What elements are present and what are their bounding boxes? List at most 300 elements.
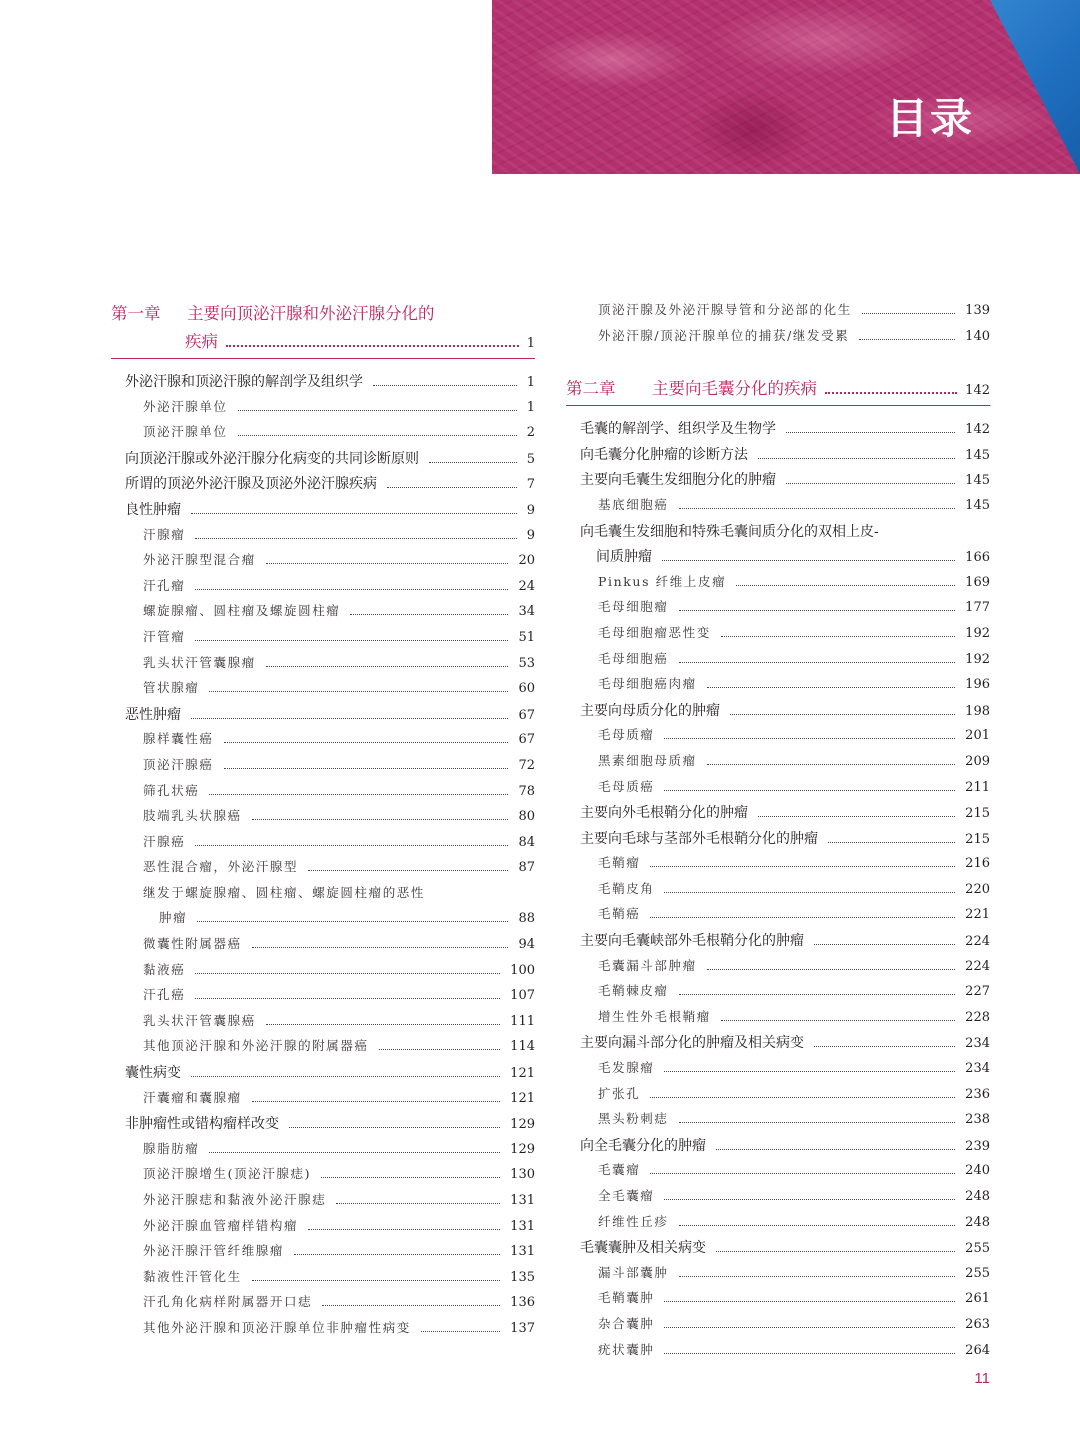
toc-entry-title: 其他顶泌汗腺和外泌汗腺的附属器癌 — [143, 1038, 369, 1054]
leader-dots — [679, 1225, 956, 1226]
toc-entry[interactable] — [111, 1036, 535, 1062]
toc-entry-page: 142 — [965, 422, 990, 438]
leader-dots — [664, 1301, 955, 1302]
toc-entry-page: 130 — [510, 1167, 535, 1183]
toc-entry-title: 向毛囊生发细胞和特殊毛囊间质分化的双相上皮- — [580, 523, 879, 540]
toc-entry[interactable] — [111, 857, 535, 883]
toc-entry[interactable] — [566, 300, 990, 326]
toc-entry[interactable] — [111, 781, 535, 807]
toc-entry[interactable] — [566, 956, 990, 982]
toc-entry[interactable] — [111, 1062, 535, 1088]
toc-entry[interactable] — [566, 1084, 990, 1110]
toc-entry-page: 198 — [965, 703, 990, 719]
toc-entry-title: 主要向毛球与茎部外毛根鞘分化的肿瘤 — [580, 830, 818, 847]
toc-entry-title: 顶泌汗腺癌 — [143, 756, 214, 772]
toc-entry[interactable] — [566, 751, 990, 777]
toc-entry[interactable] — [111, 985, 535, 1011]
toc-entry-title: 汗腺癌 — [143, 833, 186, 849]
toc-entry-title: 乳头状汗管囊腺瘤 — [143, 654, 256, 670]
toc-entry-page: 263 — [965, 1316, 990, 1332]
toc-entry-title: 向毛囊分化肿瘤的诊断方法 — [580, 446, 748, 463]
toc-entry-title: 毛囊的解剖学、组织学及生物学 — [580, 421, 776, 438]
toc-entry[interactable] — [111, 1190, 535, 1216]
leader-dots — [387, 487, 517, 488]
leader-dots — [650, 917, 955, 918]
toc-entry-title: 管状腺瘤 — [143, 680, 200, 696]
toc-entry-title: 汗孔角化病样附属器开口痣 — [143, 1294, 313, 1310]
leader-dots — [786, 432, 955, 433]
leader-dots — [662, 560, 955, 561]
toc-entry-page: 9 — [526, 502, 535, 518]
leader-dots — [308, 870, 508, 871]
toc-entry-title: 黏液癌 — [143, 961, 186, 977]
toc-entry[interactable] — [566, 904, 990, 930]
toc-entry-page: 107 — [510, 988, 535, 1004]
leader-dots — [195, 640, 508, 641]
toc-entry-page: 1 — [526, 375, 535, 390]
leader-dots — [664, 1071, 955, 1072]
toc-entry-title: 间质肿瘤 — [596, 549, 652, 566]
header-banner-image — [492, 0, 1080, 174]
toc-entry-title: 汗管瘤 — [143, 628, 186, 644]
toc-entry[interactable] — [566, 1135, 990, 1161]
leader-dots — [721, 1020, 955, 1021]
toc-entry[interactable] — [111, 1139, 535, 1165]
leader-dots — [289, 1127, 500, 1128]
leader-dots — [336, 1203, 500, 1204]
toc-entry-title: 纤维性丘疹 — [598, 1213, 669, 1229]
page-number: 11 — [974, 1370, 990, 1387]
leader-dots — [266, 1024, 500, 1025]
toc-entry-title: 外泌汗腺痣和黏液外泌汗腺痣 — [143, 1192, 327, 1207]
leader-dots — [707, 969, 955, 970]
toc-entry[interactable] — [111, 960, 535, 986]
leader-dots — [238, 410, 517, 411]
toc-entry-title: 继发于螺旋腺瘤、圆柱瘤、螺旋圆柱瘤的恶性 — [143, 884, 426, 900]
leader-dots — [191, 513, 517, 514]
toc-entry-title: 毛鞘棘皮瘤 — [598, 983, 669, 999]
toc-entry-page: 145 — [965, 473, 990, 489]
toc-entry[interactable] — [566, 623, 990, 649]
leader-dots — [252, 1280, 500, 1281]
toc-entry-page: 94 — [518, 937, 535, 953]
toc-entry-title: 汗囊瘤和囊腺瘤 — [143, 1089, 242, 1105]
toc-entry-title: 毛母质癌 — [598, 778, 655, 794]
toc-entry[interactable] — [566, 521, 990, 547]
toc-entry-title: 外泌汗腺和顶泌汗腺的解剖学及组织学 — [125, 374, 363, 390]
toc-entry-page: 136 — [510, 1295, 535, 1311]
toc-entry-title: 良性肿瘤 — [125, 501, 181, 518]
leader-dots — [859, 339, 955, 340]
toc-entry-title: 漏斗部囊肿 — [598, 1264, 669, 1280]
toc-entry[interactable] — [111, 397, 535, 423]
toc-entry-title: 毛囊囊肿及相关病变 — [580, 1240, 706, 1257]
toc-entry-page: 100 — [510, 962, 535, 978]
toc-entry[interactable] — [566, 469, 990, 495]
toc-entry[interactable] — [566, 1288, 990, 1314]
toc-entry[interactable] — [111, 1292, 535, 1318]
leader-dots — [707, 764, 955, 765]
toc-entry-page: 201 — [965, 728, 990, 744]
toc-entry-list-continued — [566, 300, 990, 351]
leader-dots — [294, 1254, 500, 1255]
toc-entry-title: 毛母细胞癌 — [598, 650, 669, 666]
toc-entry[interactable] — [111, 1088, 535, 1114]
toc-entry[interactable] — [566, 1340, 990, 1366]
leader-dots — [825, 392, 957, 394]
toc-entry-title: 主要向外毛根鞘分化的肿瘤 — [580, 805, 748, 822]
toc-entry-list — [566, 418, 990, 1365]
leader-dots — [650, 1173, 955, 1174]
toc-entry-title: 外泌汗腺/顶泌汗腺单位的捕获/继发受累 — [598, 327, 850, 343]
toc-entry[interactable] — [566, 777, 990, 803]
toc-right-column — [566, 300, 990, 1365]
leader-dots — [266, 563, 509, 564]
toc-entry-page: 238 — [965, 1112, 990, 1128]
leader-dots — [786, 483, 955, 484]
toc-entry-page: 255 — [965, 1265, 990, 1281]
toc-entry-page: 224 — [965, 934, 990, 950]
toc-entry[interactable] — [566, 495, 990, 521]
toc-entry-page: 137 — [510, 1320, 535, 1336]
toc-entry-page: 1 — [526, 399, 535, 415]
leader-dots — [195, 845, 508, 846]
leader-dots — [224, 768, 509, 769]
toc-entry-title: 毛鞘皮角 — [598, 880, 655, 896]
toc-entry-title: 毛发腺瘤 — [598, 1060, 655, 1076]
toc-entry[interactable] — [566, 930, 990, 956]
leader-dots — [814, 944, 955, 945]
toc-entry[interactable] — [566, 444, 990, 470]
toc-entry-page: 7 — [526, 477, 535, 493]
toc-entry-title: 外泌汗腺型混合瘤 — [143, 552, 256, 568]
toc-entry[interactable] — [111, 499, 535, 525]
toc-entry[interactable] — [566, 418, 990, 444]
leader-dots — [721, 636, 955, 637]
toc-entry[interactable] — [566, 1212, 990, 1238]
chapter-1-heading[interactable] — [111, 300, 535, 359]
toc-entry-page: 78 — [518, 783, 535, 799]
leader-dots — [736, 585, 955, 586]
leader-dots — [664, 738, 955, 739]
toc-entry[interactable] — [111, 576, 535, 602]
chapter-page: 142 — [965, 383, 990, 399]
toc-entry-title: 顶泌汗腺及外泌汗腺导管和分泌部的化生 — [598, 302, 852, 317]
toc-entry[interactable] — [111, 601, 535, 627]
leader-dots — [862, 313, 955, 314]
toc-entry[interactable] — [111, 883, 535, 909]
toc-entry-page: 20 — [518, 553, 535, 569]
toc-entry-title: 主要向漏斗部分化的肿瘤及相关病变 — [580, 1035, 804, 1052]
toc-entry-page: 169 — [965, 574, 990, 590]
leader-dots — [716, 1149, 955, 1150]
toc-entry-page: 240 — [965, 1163, 990, 1179]
leader-dots — [321, 1177, 500, 1178]
leader-dots — [650, 866, 955, 867]
toc-entry[interactable] — [111, 550, 535, 576]
toc-entry-title: 其他外泌汗腺和顶泌汗腺单位非肿瘤性病变 — [143, 1319, 411, 1335]
toc-entry[interactable] — [111, 1318, 535, 1344]
toc-entry-page: 192 — [965, 625, 990, 641]
toc-entry-page: 121 — [510, 1066, 535, 1082]
toc-entry-page: 34 — [518, 604, 535, 620]
leader-dots — [195, 973, 500, 974]
toc-entry[interactable] — [111, 448, 535, 474]
toc-entry[interactable] — [566, 674, 990, 700]
leader-dots — [195, 589, 508, 590]
leader-dots — [679, 610, 956, 611]
toc-entry-page: 139 — [965, 303, 990, 318]
leader-dots — [679, 662, 956, 663]
leader-dots — [679, 994, 956, 995]
toc-entry[interactable] — [111, 806, 535, 832]
leader-dots — [195, 538, 516, 539]
chapter-number: 第一章 — [111, 304, 161, 323]
toc-entry-title: 毛母细胞瘤 — [598, 599, 669, 615]
toc-entry-title: 囊性病变 — [125, 1065, 181, 1082]
leader-dots — [308, 1229, 500, 1230]
toc-entry[interactable] — [111, 934, 535, 960]
chapter-page: 1 — [526, 336, 535, 351]
toc-entry-page: 234 — [965, 1036, 990, 1052]
leader-dots — [238, 435, 517, 436]
toc-entry-page: 221 — [965, 907, 990, 923]
toc-entry-page: 114 — [510, 1039, 535, 1055]
toc-entry[interactable] — [111, 473, 535, 499]
toc-entry-title: 恶性混合瘤，外泌汗腺型 — [143, 859, 299, 875]
toc-entry-page: 216 — [965, 856, 990, 872]
leader-dots — [716, 1251, 955, 1252]
leader-dots — [814, 1046, 955, 1047]
toc-entry-page: 129 — [510, 1117, 535, 1133]
toc-entry-title: 微囊性附属器癌 — [143, 936, 242, 952]
leader-dots — [650, 1097, 955, 1098]
toc-entry-title: 全毛囊瘤 — [598, 1188, 655, 1203]
toc-entry-title: 扩张孔 — [598, 1085, 641, 1101]
toc-entry[interactable] — [111, 1113, 535, 1139]
toc-entry-title: 顶泌汗腺增生(顶泌汗腺痣) — [143, 1166, 312, 1182]
toc-entry[interactable] — [566, 1007, 990, 1033]
toc-entry-title: 黑素细胞母质瘤 — [598, 752, 697, 768]
toc-entry[interactable] — [566, 700, 990, 726]
toc-entry[interactable] — [111, 422, 535, 448]
toc-entry-page: 60 — [518, 681, 535, 697]
toc-entry-title: 向顶泌汗腺或外泌汗腺分化病变的共同诊断原则 — [125, 450, 419, 467]
leader-dots — [664, 1199, 955, 1200]
toc-entry-title: 毛鞘囊肿 — [598, 1290, 655, 1306]
toc-entry[interactable] — [111, 1216, 535, 1242]
toc-entry-page: 177 — [965, 600, 990, 616]
leader-dots — [191, 1076, 500, 1077]
toc-entry-title: Pinkus 纤维上皮瘤 — [598, 573, 727, 589]
toc-entry-title: 疣状囊肿 — [598, 1341, 655, 1357]
toc-entry[interactable] — [111, 908, 535, 934]
toc-entry-title: 毛囊瘤 — [598, 1162, 641, 1178]
toc-entry-title: 外泌汗腺汗管纤维腺瘤 — [143, 1243, 285, 1259]
leader-dots — [421, 1331, 500, 1332]
toc-entry-page: 121 — [510, 1090, 535, 1106]
toc-entry[interactable] — [566, 326, 990, 352]
toc-left-column — [111, 300, 535, 1344]
leader-dots — [191, 718, 508, 719]
chapter-title: 主要向毛囊分化的疾病 — [652, 379, 817, 399]
toc-entry[interactable] — [566, 572, 990, 598]
toc-entry[interactable] — [566, 879, 990, 905]
toc-entry[interactable] — [566, 597, 990, 623]
toc-entry-page: 239 — [965, 1138, 990, 1154]
toc-entry[interactable] — [566, 649, 990, 675]
leader-dots — [828, 842, 955, 843]
toc-entry-page: 145 — [965, 497, 990, 513]
toc-entry-page: 192 — [965, 651, 990, 667]
leader-dots — [664, 892, 955, 893]
toc-entry-page: 24 — [518, 578, 535, 594]
toc-entry-title: 螺旋腺瘤、圆柱瘤及螺旋圆柱瘤 — [143, 603, 341, 619]
toc-entry[interactable] — [566, 1237, 990, 1263]
toc-entry-page: 248 — [965, 1189, 990, 1204]
toc-entry-title: 主要向母质分化的肿瘤 — [580, 702, 720, 719]
toc-entry-page: 261 — [965, 1291, 990, 1307]
toc-entry[interactable] — [566, 546, 990, 572]
leader-dots — [373, 385, 517, 386]
toc-entry-page: 72 — [518, 757, 535, 773]
toc-entry[interactable] — [111, 627, 535, 653]
leader-dots — [664, 790, 955, 791]
toc-entry-page: 129 — [510, 1141, 535, 1157]
toc-entry[interactable] — [566, 1032, 990, 1058]
toc-entry-page: 131 — [510, 1193, 535, 1208]
toc-entry-title: 主要向毛囊生发细胞分化的肿瘤 — [580, 472, 776, 489]
toc-entry[interactable] — [566, 853, 990, 879]
toc-entry-page: 53 — [518, 655, 535, 671]
toc-entry-title: 恶性肿瘤 — [125, 706, 181, 723]
toc-entry[interactable] — [566, 802, 990, 828]
leader-dots — [266, 666, 509, 667]
toc-entry-title: 毛鞘瘤 — [598, 855, 641, 871]
toc-entry-page: 67 — [518, 732, 535, 748]
toc-entry-list — [111, 371, 535, 1344]
toc-entry[interactable] — [111, 525, 535, 551]
toc-entry-page: 5 — [526, 451, 535, 467]
leader-dots — [224, 742, 509, 743]
toc-entry-page: 67 — [518, 707, 535, 723]
toc-entry[interactable] — [566, 828, 990, 854]
toc-entry-page: 135 — [510, 1269, 535, 1285]
toc-entry-title: 增生性外毛根鞘瘤 — [598, 1008, 711, 1024]
toc-entry-page: 84 — [518, 834, 535, 850]
toc-entry-title: 汗孔瘤 — [143, 577, 186, 593]
leader-dots — [350, 614, 508, 615]
leader-dots — [429, 462, 517, 463]
toc-entry[interactable] — [111, 1267, 535, 1293]
toc-entry-title: 向全毛囊分化的肿瘤 — [580, 1137, 706, 1154]
toc-entry-page: 227 — [965, 984, 990, 1000]
toc-entry[interactable] — [566, 1160, 990, 1186]
toc-entry[interactable] — [111, 678, 535, 704]
toc-entry-page: 196 — [965, 677, 990, 693]
toc-entry-page: 111 — [510, 1013, 535, 1029]
leader-dots — [707, 687, 955, 688]
leader-dots — [252, 1101, 500, 1102]
toc-entry-page: 220 — [965, 881, 990, 897]
toc-entry-page: 255 — [965, 1241, 990, 1257]
toc-entry-page: 228 — [965, 1009, 990, 1025]
toc-entry-title: 外泌汗腺血管瘤样错构瘤 — [143, 1217, 299, 1233]
toc-entry-title: 所谓的顶泌外泌汗腺及顶泌外泌汗腺疾病 — [125, 476, 377, 493]
toc-entry-title: 筛孔状癌 — [143, 782, 200, 798]
leader-dots — [679, 1122, 956, 1123]
page-title: 目录 — [885, 94, 974, 143]
toc-entry-page: 2 — [526, 425, 535, 441]
toc-entry-page: 215 — [965, 831, 990, 847]
toc-entry-page: 248 — [965, 1214, 990, 1230]
toc-entry[interactable] — [111, 1164, 535, 1190]
leader-dots — [758, 816, 955, 817]
toc-entry[interactable] — [566, 725, 990, 751]
toc-entry-page: 131 — [510, 1244, 535, 1260]
toc-entry-title: 肿瘤 — [159, 910, 188, 926]
toc-entry[interactable] — [111, 371, 535, 397]
toc-entry-title: 非肿瘤性或错构瘤样改变 — [125, 1116, 279, 1133]
toc-entry[interactable] — [566, 1109, 990, 1135]
toc-entry-title: 黑头粉刺痣 — [598, 1111, 669, 1127]
toc-entry[interactable] — [111, 704, 535, 730]
toc-entry-page: 145 — [965, 447, 990, 463]
toc-entry[interactable] — [111, 653, 535, 679]
leader-dots — [209, 691, 508, 692]
toc-entry[interactable] — [111, 832, 535, 858]
leader-dots — [322, 1305, 500, 1306]
toc-entry-page: 234 — [965, 1061, 990, 1077]
toc-entry-page: 215 — [965, 806, 990, 822]
toc-entry-title: 毛母细胞癌肉瘤 — [598, 676, 697, 692]
toc-entry-title: 基底细胞癌 — [598, 496, 669, 512]
toc-entry[interactable] — [566, 981, 990, 1007]
toc-entry[interactable] — [566, 1263, 990, 1289]
toc-entry-page: 51 — [518, 629, 535, 645]
toc-entry-title: 顶泌汗腺单位 — [143, 424, 228, 440]
toc-entry[interactable] — [111, 1011, 535, 1037]
toc-entry-page: 88 — [518, 911, 535, 927]
chapter-title-line1: 主要向顶泌汗腺和外泌汗腺分化的 — [187, 304, 435, 323]
leader-dots — [664, 1327, 955, 1328]
toc-entry-page: 211 — [965, 779, 990, 795]
toc-entry-title: 杂合囊肿 — [598, 1315, 655, 1331]
toc-entry-page: 209 — [965, 753, 990, 769]
toc-entry-title: 汗孔癌 — [143, 987, 186, 1003]
toc-entry[interactable] — [566, 1186, 990, 1212]
toc-entry-page: 87 — [518, 860, 535, 876]
toc-entry-page: 224 — [965, 958, 990, 974]
toc-entry[interactable] — [111, 1241, 535, 1267]
toc-entry[interactable] — [111, 729, 535, 755]
toc-entry-title: 外泌汗腺单位 — [143, 398, 228, 414]
leader-dots — [197, 921, 508, 922]
leader-dots — [730, 714, 955, 715]
leader-dots — [195, 998, 500, 999]
leader-dots — [252, 819, 509, 820]
leader-dots — [252, 947, 509, 948]
leader-dots — [379, 1049, 501, 1050]
toc-entry-page: 9 — [526, 527, 535, 543]
toc-entry[interactable] — [111, 755, 535, 781]
leader-dots — [664, 1353, 955, 1354]
toc-entry[interactable] — [566, 1314, 990, 1340]
chapter-2-heading[interactable] — [566, 375, 990, 406]
toc-entry-page: 140 — [965, 328, 990, 344]
toc-entry-title: 毛母细胞瘤恶性变 — [598, 624, 711, 640]
toc-entry[interactable] — [566, 1058, 990, 1084]
